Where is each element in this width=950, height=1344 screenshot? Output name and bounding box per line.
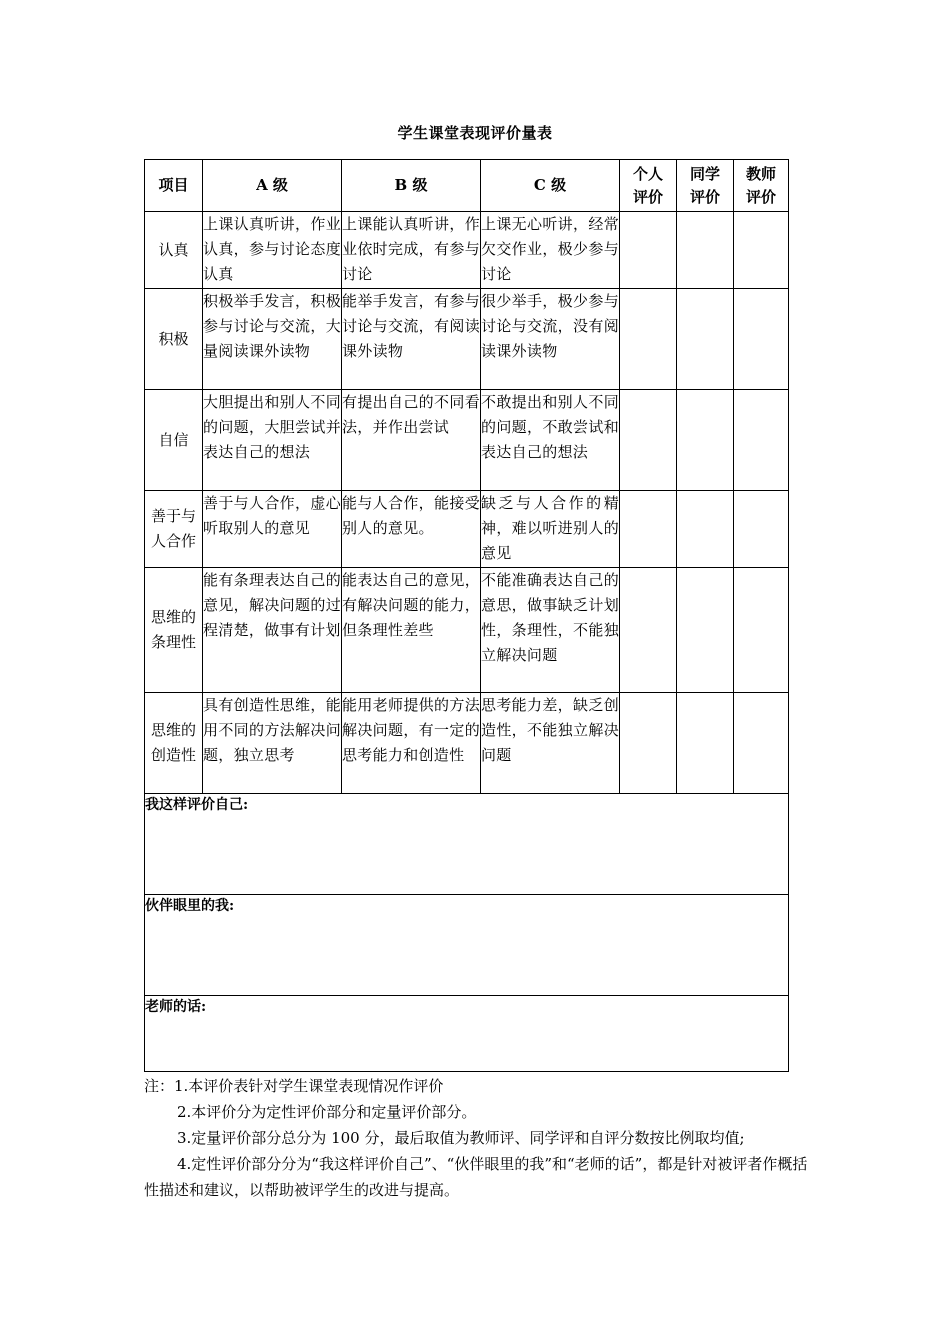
note-line-1: 注：1.本评价表针对学生课堂表现情况作评价	[144, 1077, 444, 1095]
row-b-desc: 上课能认真听讲，作业依时完成，有参与讨论	[342, 212, 481, 289]
row-item: 思维的创造性	[145, 693, 203, 794]
row-a-desc: 大胆提出和别人不同的问题，大胆尝试并表达自己的想法	[203, 390, 342, 491]
table-row	[145, 289, 789, 390]
table-row	[145, 212, 789, 289]
header-teacher-eval: 教师 评价	[734, 160, 789, 212]
peer-eval-cell[interactable]	[677, 390, 734, 491]
teacher-comment-label: 老师的话:	[145, 999, 207, 1015]
header-item: 项目	[145, 160, 203, 212]
table-row	[145, 491, 789, 568]
row-c-desc: 上课无心听讲，经常欠交作业，极少参与讨论	[481, 212, 620, 289]
teacher-eval-cell[interactable]	[734, 693, 789, 794]
peer-eval-cell[interactable]	[677, 289, 734, 390]
header-a-level: A 级	[203, 160, 342, 212]
peer-comment-row	[145, 895, 789, 996]
note-line-3: 3.定量评价部分总分为 100 分，最后取值为教师评、同学评和自评分数按比例取均值;	[177, 1129, 745, 1147]
peer-comment-label: 伙伴眼里的我:	[145, 898, 235, 914]
row-c-desc: 不敢提出和别人不同的问题，不敢尝试和表达自己的想法	[481, 390, 620, 491]
row-b-desc: 能表达自己的意见，有解决问题的能力，但条理性差些	[342, 568, 481, 693]
header-self-eval: 个人 评价	[620, 160, 677, 212]
row-a-desc: 积极举手发言，积极参与讨论与交流，大量阅读课外读物	[203, 289, 342, 390]
self-eval-cell[interactable]	[620, 491, 677, 568]
evaluation-table	[144, 159, 789, 1072]
peer-eval-cell[interactable]	[677, 693, 734, 794]
self-comment-row	[145, 794, 789, 895]
row-b-desc: 能与人合作，能接受别人的意见。	[342, 491, 481, 568]
header-peer-eval: 同学 评价	[677, 160, 734, 212]
self-eval-cell[interactable]	[620, 693, 677, 794]
header-row	[145, 160, 789, 212]
teacher-comment-row	[145, 996, 789, 1072]
row-item: 自信	[145, 390, 203, 491]
row-b-desc: 能举手发言，有参与讨论与交流，有阅读课外读物	[342, 289, 481, 390]
row-b-desc: 能用老师提供的方法解决问题，有一定的思考能力和创造性	[342, 693, 481, 794]
row-c-desc: 不能准确表达自己的意思，做事缺乏计划性，条理性，不能独立解决问题	[481, 568, 620, 693]
row-item: 积极	[145, 289, 203, 390]
table-row	[145, 390, 789, 491]
teacher-eval-cell[interactable]	[734, 289, 789, 390]
peer-eval-cell[interactable]	[677, 568, 734, 693]
row-item: 思维的条理性	[145, 568, 203, 693]
row-a-desc: 上课认真听讲，作业认真，参与讨论态度认真	[203, 212, 342, 289]
page-title: 学生课堂表现评价量表	[397, 124, 553, 142]
self-eval-cell[interactable]	[620, 390, 677, 491]
notes-section	[144, 1073, 808, 1203]
table-row	[145, 568, 789, 693]
header-c-level: C 级	[481, 160, 620, 212]
teacher-eval-cell[interactable]	[734, 212, 789, 289]
teacher-eval-cell[interactable]	[734, 390, 789, 491]
self-eval-cell[interactable]	[620, 212, 677, 289]
row-c-desc: 缺乏与人合作的精神，难以听进别人的意见	[481, 491, 620, 568]
teacher-eval-cell[interactable]	[734, 491, 789, 568]
row-a-desc: 具有创造性思维，能用不同的方法解决问题，独立思考	[203, 693, 342, 794]
row-item: 认真	[145, 212, 203, 289]
peer-comment-box[interactable]	[145, 895, 789, 996]
row-b-desc: 有提出自己的不同看法，并作出尝试	[342, 390, 481, 491]
self-comment-label: 我这样评价自己:	[145, 797, 249, 813]
self-eval-cell[interactable]	[620, 289, 677, 390]
note-line-4: 4.定性评价部分分为“我这样评价自己”、“伙伴眼里的我”和“老师的话”，都是针对被评者作概括性描述和建议，以帮助被评学生的改进与提高。	[144, 1155, 808, 1199]
row-a-desc: 能有条理表达自己的意见，解决问题的过程清楚，做事有计划	[203, 568, 342, 693]
row-a-desc: 善于与人合作，虚心听取别人的意见	[203, 491, 342, 568]
table-row	[145, 693, 789, 794]
peer-eval-cell[interactable]	[677, 491, 734, 568]
row-c-desc: 思考能力差，缺乏创造性，不能独立解决问题	[481, 693, 620, 794]
self-eval-cell[interactable]	[620, 568, 677, 693]
self-comment-box[interactable]	[145, 794, 789, 895]
row-c-desc: 很少举手，极少参与讨论与交流，没有阅读课外读物	[481, 289, 620, 390]
teacher-comment-box[interactable]	[145, 996, 789, 1072]
teacher-eval-cell[interactable]	[734, 568, 789, 693]
row-item: 善于与人合作	[145, 491, 203, 568]
note-line-2: 2.本评价分为定性评价部分和定量评价部分。	[177, 1103, 477, 1121]
header-b-level: B 级	[342, 160, 481, 212]
peer-eval-cell[interactable]	[677, 212, 734, 289]
